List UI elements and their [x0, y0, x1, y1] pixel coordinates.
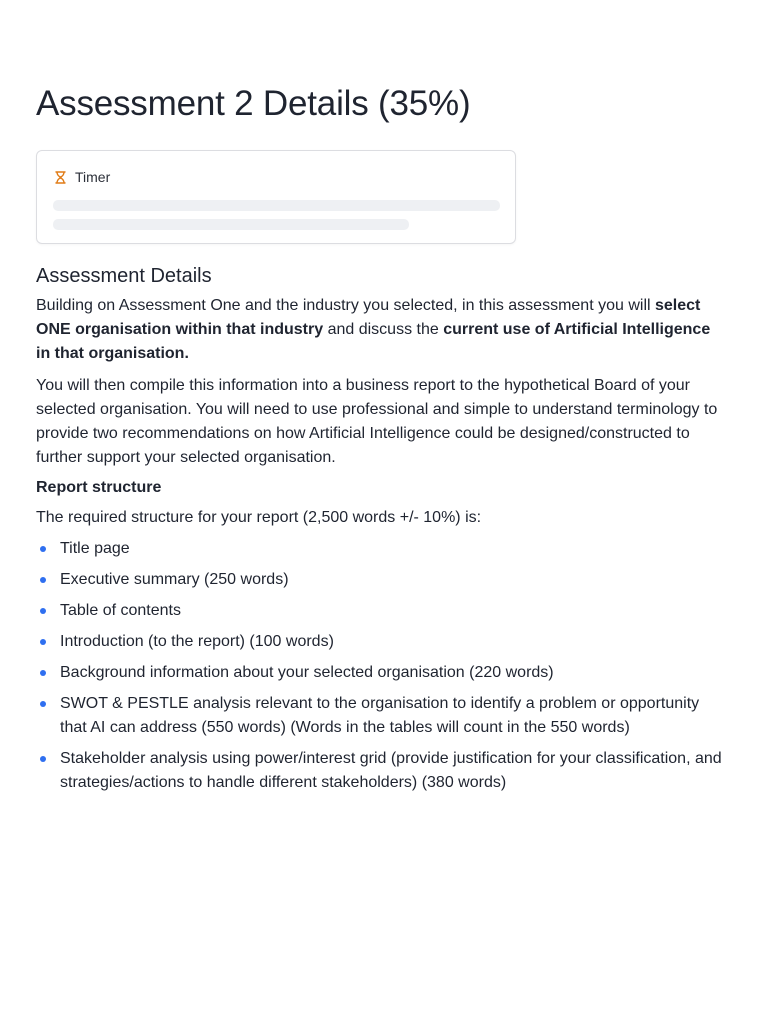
- list-item: [36, 568, 725, 592]
- list-item-text: Table of contents: [60, 602, 181, 619]
- bullet-icon: [40, 701, 46, 707]
- report-structure-heading: Report structure: [36, 479, 162, 496]
- list-item: [36, 537, 725, 561]
- bullet-icon: [40, 639, 46, 645]
- section-title-assessment-details: Assessment Details: [36, 265, 212, 287]
- list-item-text: Stakeholder analysis using power/interest grid (provide justification for your classification, and strategies/actions to handle different stakeholders) (380 words): [60, 750, 722, 791]
- list-item: [36, 630, 725, 654]
- list-item: [36, 692, 725, 740]
- list-item-text: Background information about your selected organisation (220 words): [60, 664, 554, 681]
- list-item-text: SWOT & PESTLE analysis relevant to the organisation to identify a problem or opportunity that AI can address (550 words) (Words in the tables will count in the 550 words): [60, 695, 700, 736]
- timer-card: [36, 150, 516, 244]
- text-run: Building on Assessment One and the industry you selected, in this assessment you will: [36, 297, 655, 314]
- list-item: [36, 599, 725, 623]
- bold-text-run: current use of Artificial Intelligence in that organisation: [36, 321, 711, 362]
- timer-header: [53, 167, 499, 187]
- list-item: [36, 661, 725, 685]
- report-structure-list: [36, 537, 732, 795]
- text-run: .: [184, 345, 189, 362]
- list-item-text: Executive summary (250 words): [60, 571, 289, 588]
- timer-loading-placeholder: [53, 219, 409, 230]
- bullet-icon: [40, 608, 46, 614]
- hourglass-icon: [53, 170, 67, 184]
- list-item-text: Introduction (to the report) (100 words): [60, 633, 334, 650]
- text-run: and discuss the: [323, 321, 444, 338]
- bullet-icon: [40, 756, 46, 762]
- timer-loading-placeholder: [53, 200, 500, 211]
- details-paragraph-1: [36, 294, 726, 366]
- bullet-icon: [40, 546, 46, 552]
- bullet-icon: [40, 577, 46, 583]
- bold-text-run: select ONE organisation within that industry: [36, 297, 701, 338]
- details-paragraph-2: You will then compile this information into a business report to the hypothetical Board of your selected organisation. You will need to use professional and simple to understand terminology to provide two recommendations on how Artificial Intelligence could be designed/constructed to further support your selected organisation.: [36, 377, 718, 466]
- list-item-text: Title page: [60, 540, 130, 557]
- bullet-icon: [40, 670, 46, 676]
- list-item: [36, 747, 725, 795]
- report-structure-intro: The required structure for your report (2,500 words +/- 10%) is:: [36, 509, 482, 526]
- timer-label: Timer: [75, 169, 111, 185]
- page-title: Assessment 2 Details (35%): [36, 84, 471, 123]
